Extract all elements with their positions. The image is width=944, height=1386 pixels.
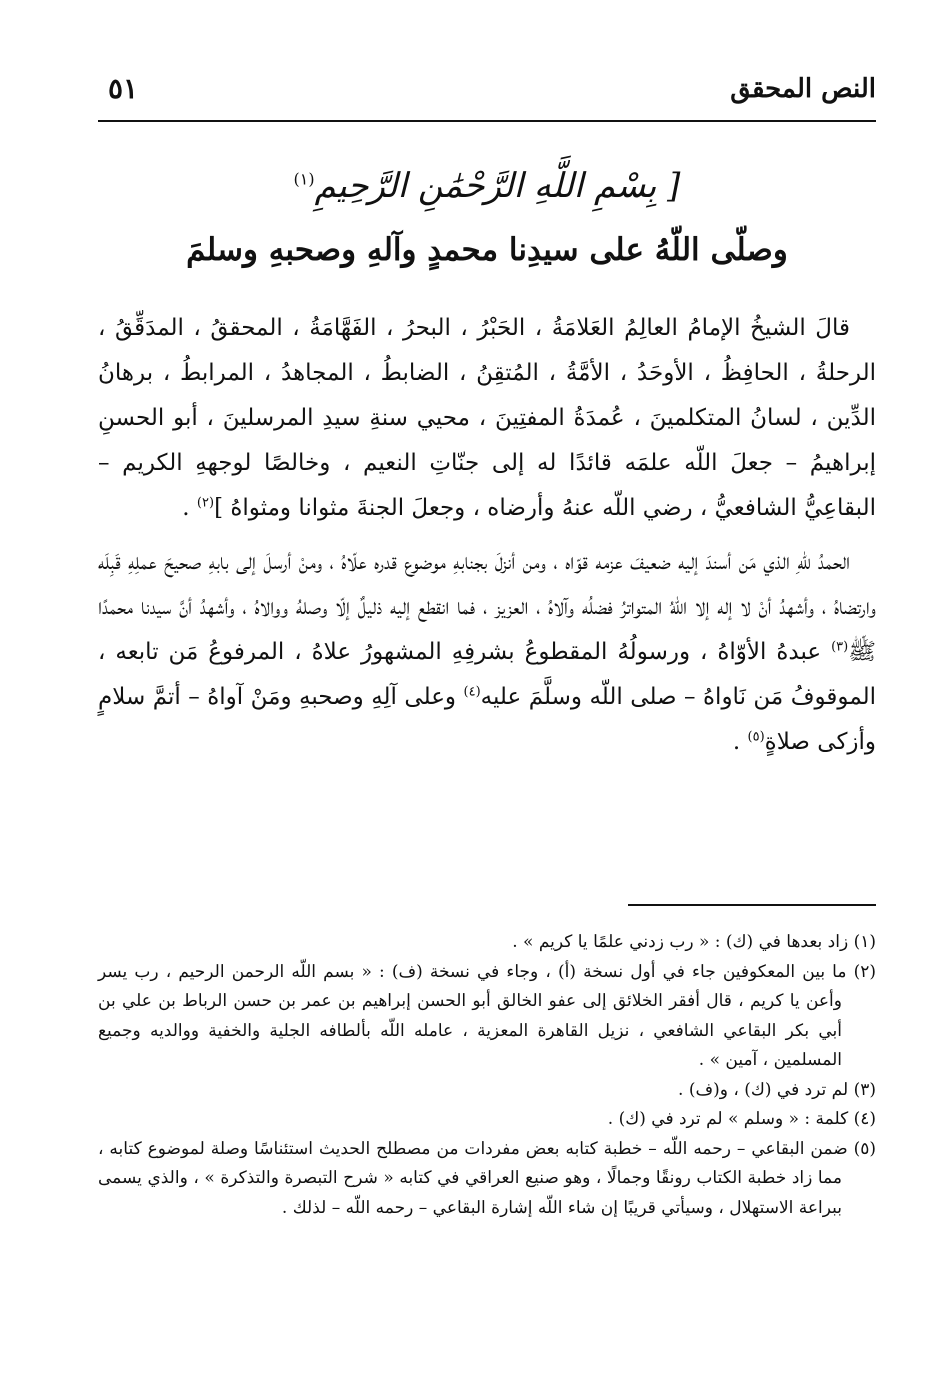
- paragraph-praise-end: .: [732, 729, 748, 755]
- footnote-divider: [628, 904, 876, 906]
- footnote-4: (٤) كلمة : « وسلم » لم ترد في (ك) .: [607, 1109, 876, 1129]
- basmala-text: [ بِسْمِ اللَّهِ الرَّحْمَٰنِ الرَّحِيمِ: [314, 166, 681, 206]
- running-header: [98, 60, 876, 122]
- footnote-3: (٣) لم ترد في (ك) ، و(ف) .: [678, 1079, 876, 1100]
- basmala-heading: [98, 166, 876, 206]
- footnote-ref-1: (١): [293, 169, 315, 189]
- main-text: [98, 306, 876, 765]
- footnote-ref-4: (٤): [463, 684, 481, 700]
- footnote-2: (٢) ما بين المعكوفين جاء في أول نسخة (أ) ، وجاء في نسخة (ف) : « بسم اللّه الرحمن الرحيم ، رب يسر وأعن يا كريم ، قال أفقر الخلائق إلى عفو الخالق أبو الحسن إبراهيم بن عمر بن حسن الرباط بن علي بن أبي بكر البقاعي الشافعي ، نزيل القاهرة المعزية ، عامله اللّه بألطافه الجلية والخفية ووالديه وجميع المسلمين ، آمين » .: [98, 961, 876, 1070]
- paragraph-intro: [98, 306, 876, 531]
- page-number: ٥١: [108, 72, 139, 105]
- footnote-ref-5: (٥): [747, 729, 765, 745]
- paragraph-intro-text: قالَ الشيخُ الإمامُ العالِمُ العَلامَةُ ، الحَبْرُ ، البحرُ ، الفَهَّامَةُ ، المحققُ ، المدَقِّقُ ، الرحلةُ ، الحافِظُ ، الأوحَدُ ، الأمَّةُ ، المُتقِنُ ، الضابطُ ، المجاهدُ ، المرابطُ ، برهانُ الدِّين ، لسانُ المتكلمينَ ، عُمدَةُ المفتِينَ ، محيي سنةِ سيدِ المرسلينَ ، أبو الحسنِ إبراهيمُ – جعلَ اللّه علمَه قائدًا له إلى جنّاتِ النعيم ، وخالصًا لوجههِ الكريم – البقاعِيُّ الشافعيُّ ، رضي اللّه عنهُ وأرضاه ، وجعلَ الجنةَ مثوانا ومثواهُ ]: [98, 315, 876, 521]
- paragraph-praise-part-2: عبدهُ الأوّاهُ ، ورسولُهُ المقطوعُ بشرفِهِ المشهورُ علاهُ ، المرفوعُ مَن تابعه ، الموقوفُ مَن نَاواهُ – صلى اللّه وسلَّمَ عليه: [98, 639, 877, 710]
- paragraph-praise: [98, 540, 876, 765]
- footnote-1: (١) زاد بعدها في (ك) : « رب زدني علمًا يا كريم » .: [512, 932, 876, 952]
- paragraph-praise-part-1: الحمدُ للّهِ الذي مَن أسندَ إليه ضعيفَ عزمه قوّاه ، ومن أنزلَ بجنابهِ موضوع قدره علّاهُ ، ومنْ أرسلَ إلى بابهِ صحيحَ عملِهِ قَبِلَه وارتضاهُ ، وأشهدُ أنْ لا إله إلا اللّهُ المتواترُ فضلُه وآلاهُ ، العزيز ، فما انقطع إليه ذليلٌ إلّا وصلهُ ووالاهُ ، وأشهدُ أنَّ سيدنا محمدًا ﷺ: [98, 549, 876, 665]
- footnote-ref-3: (٣): [831, 639, 849, 655]
- footnotes: [98, 928, 876, 1223]
- paragraph-praise-part-3: وعلى آلِهِ وصحبهِ ومَنْ آواهُ – أتمَّ سلامٍ وأزكى صلاةٍ: [98, 684, 876, 755]
- paragraph-intro-end: .: [182, 495, 197, 521]
- footnote-5: (٥) ضمن البقاعي – رحمه اللّه – خطبة كتابه بعض مفردات من مصطلح الحديث استئناسًا وصلة لموضوع كتابه ، مما زاد خطبة الكتاب رونقًا وجمالًا ، وهو صنيع العراقي في كتابه « شرح التبصرة والتذكرة » ، والذي يسمى ببراعة الاستهلال ، وسيأتي قريبًا إن شاء اللّه إشارة البقاعي – رحمه اللّه – لذلك .: [98, 1138, 876, 1218]
- footnote-ref-2: (٢): [196, 495, 215, 511]
- salutation-heading: وصلّى اللّهُ على سيدِنا محمدٍ وآلهِ وصحبهِ وسلمَ: [186, 232, 788, 268]
- header-title: النص المحقق: [730, 74, 876, 104]
